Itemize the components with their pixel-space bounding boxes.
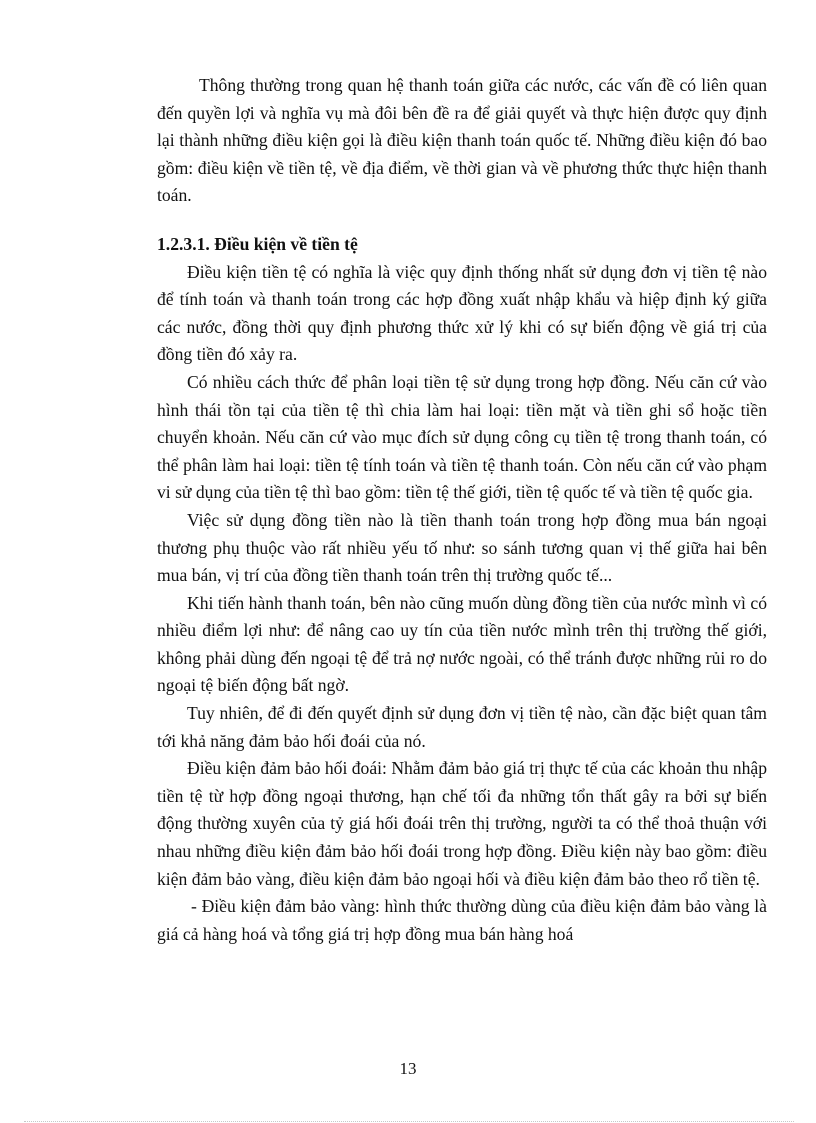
section-heading: 1.2.3.1. Điều kiện về tiền tệ bbox=[157, 233, 358, 254]
paragraph-own-currency: Khi tiến hành thanh toán, bên nào cũng muốn dùng đồng tiền của nước mình vì có nhiều điểm lợi như: để nâng cao uy tín của tiền nước mình trên thị trường thế giới, không phải dùng đến ngoại tệ để trả nợ nước ngoài, có thể tránh được những rủi ro do ngoại tệ biến động bất ngờ. bbox=[157, 592, 767, 696]
intro-paragraph: Thông thường trong quan hệ thanh toán giữa các nước, các vấn đề có liên quan đến quyền lợi và nghĩa vụ mà đôi bên đề ra để giải quyết và thực hiện được quy định lại thành những điều kiện gọi là điều kiện thanh toán quốc tế. Những điều kiện đó bao gồm: điều kiện về tiền tệ, về địa điểm, về thời gian và về phương thức thực hiện thanh toán. bbox=[157, 75, 767, 206]
paragraph-exchange-guarantee-conditions: Điều kiện đảm bảo hối đoái: Nhằm đảm bảo giá trị thực tế của các khoản thu nhập tiền tệ từ hợp đồng ngoại thương, hạn chế tối đa những tổn thất gây ra bởi sự biến động thường xuyên của tỷ giá hối đoái trên thị trường, người ta có thể thoả thuận với nhau những điều kiện đảm bảo hối đoái trong hợp đồng. Điều kiện này bao gồm: điều kiện đảm bảo vàng, điều kiện đảm bảo ngoại hối và điều kiện đảm bảo theo rổ tiền tệ. bbox=[157, 758, 767, 889]
paragraph-currency-definition: Điều kiện tiền tệ có nghĩa là việc quy định thống nhất sử dụng đơn vị tiền tệ nào để tính toán và thanh toán trong các hợp đồng xuất nhập khẩu và hiệp định ký giữa các nước, đồng thời quy định phương thức xử lý khi có sự biến động về giá trị của đồng tiền đó xảy ra. bbox=[157, 261, 767, 365]
page-number: 13 bbox=[399, 1059, 417, 1078]
paragraph-currency-choice: Việc sử dụng đồng tiền nào là tiền thanh toán trong hợp đồng mua bán ngoại thương phụ thuộc vào rất nhiều yếu tố như: so sánh tương quan vị thế giữa hai bên mua bán, vị trí của đồng tiền thanh toán trên thị trường quốc tế... bbox=[157, 509, 767, 586]
page-bottom-divider bbox=[24, 1121, 794, 1122]
paragraph-exchange-guarantee-intro: Tuy nhiên, để đi đến quyết định sử dụng đơn vị tiền tệ nào, cần đặc biệt quan tâm tới khả năng đảm bảo hối đoái của nó. bbox=[157, 703, 767, 751]
document-body bbox=[157, 72, 767, 948]
paragraph-currency-classification: Có nhiều cách thức để phân loại tiền tệ sử dụng trong hợp đồng. Nếu căn cứ vào hình thái tồn tại của tiền tệ thì chia làm hai loại: tiền mặt và tiền ghi sổ hoặc tiền chuyển khoản. Nếu căn cứ vào mục đích sử dụng công cụ tiền tệ trong thanh toán, có thể phân làm hai loại: tiền tệ tính toán và tiền tệ thanh toán. Còn nếu căn cứ vào phạm vi sử dụng của tiền tệ thì bao gồm: tiền tệ thế giới, tiền tệ quốc tế và tiền tệ quốc gia. bbox=[157, 371, 767, 503]
paragraph-gold-guarantee: - Điều kiện đảm bảo vàng: hình thức thường dùng của điều kiện đảm bảo vàng là giá cả hàng hoá và tổng giá trị hợp đồng mua bán hàng hoá bbox=[157, 896, 767, 944]
